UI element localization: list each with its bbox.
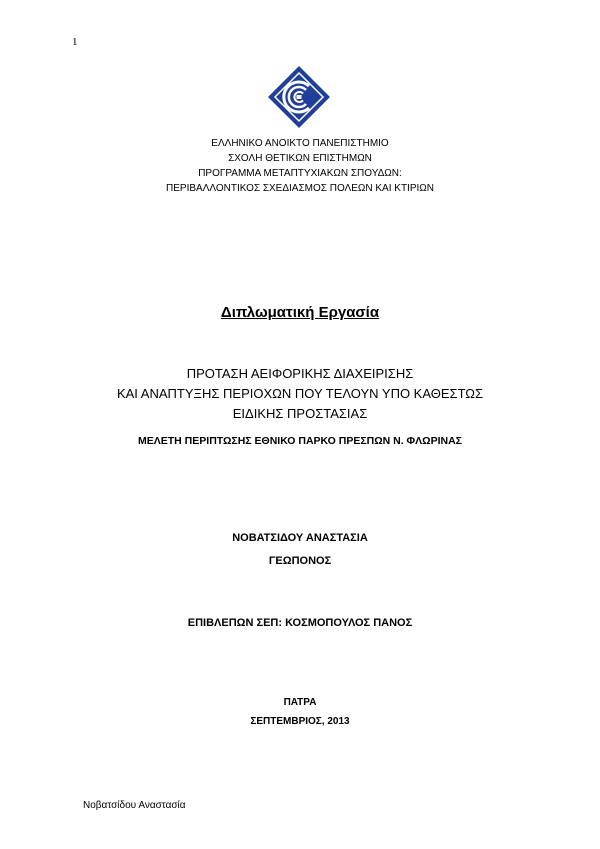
title-line: ΠΡΟΤΑΣΗ ΑΕΙΦΟΡΙΚΗΣ ΔΙΑΧΕΙΡΙΣΗΣ	[186, 366, 414, 381]
title-line: ΚΑΙ ΑΝΑΠΤΥΞΗΣ ΠΕΡΙΟΧΩΝ ΠΟΥ ΤΕΛΟΥΝ ΥΠΟ ΚΑΘΕΣΤΩΣ	[116, 386, 484, 401]
footer-author: Νοβατσίδου Αναστασία	[83, 800, 186, 811]
place: ΠΑΤΡΑ	[283, 697, 317, 708]
school-name: ΣΧΟΛΗ ΘΕΤΙΚΩΝ ΕΠΙΣΤΗΜΩΝ	[228, 153, 372, 164]
thesis-subtitle: ΜΕΛΕΤΗ ΠΕΡΙΠΤΩΣΗΣ ΕΘΝΙΚΟ ΠΑΡΚΟ ΠΡΕΣΠΩΝ Ν. ΦΛΩΡΙΝΑΣ	[138, 435, 462, 447]
institution-name: ΕΛΛΗΝΙΚΟ ΑΝΟΙΚΤΟ ΠΑΝΕΠΙΣΤΗΜΙΟ	[211, 138, 389, 149]
date: ΣΕΠΤΕΜΒΡΙΟΣ, 2013	[250, 716, 350, 727]
author-profession: ΓΕΩΠΟΝΟΣ	[268, 555, 332, 567]
university-logo	[266, 64, 332, 130]
thesis-title	[0, 364, 600, 424]
program-name: ΠΕΡΙΒΑΛΛΟΝΤΙΚΟΣ ΣΧΕΔΙΑΣΜΟΣ ΠΟΛΕΩΝ ΚΑΙ ΚΤΙΡΙΩΝ	[166, 183, 434, 194]
author-name: ΝΟΒΑΤΣΙΔΟΥ ΑΝΑΣΤΑΣΙΑ	[232, 532, 368, 544]
institution-block	[0, 136, 600, 196]
thesis-label: Διπλωματική Εργασία	[220, 304, 380, 321]
supervisor: ΕΠΙΒΛΕΠΩΝ ΣΕΠ: ΚΟΣΜΟΠΟΥΛΟΣ ΠΑΝΟΣ	[187, 617, 413, 629]
title-line: ΕΙΔΙΚΗΣ ΠΡΟΣΤΑΣΙΑΣ	[232, 406, 368, 421]
program-label: ΠΡΟΓΡΑΜΜΑ ΜΕΤΑΠΤΥΧΙΑΚΩΝ ΣΠΟΥΔΩΝ:	[198, 168, 402, 179]
page-number: 1	[72, 36, 78, 48]
